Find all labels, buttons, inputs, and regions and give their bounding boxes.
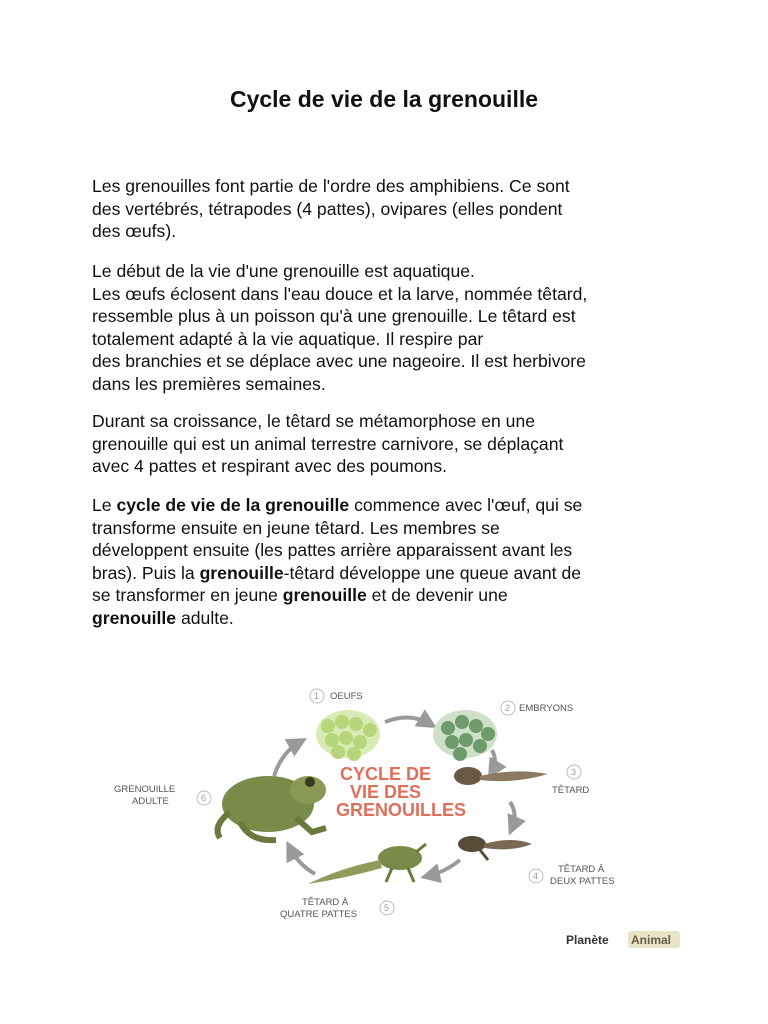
text-line: transforme ensuite en jeune têtard. Les membres se (92, 517, 500, 538)
tadpole-two-legs-illustration (458, 836, 532, 860)
text-line: grenouille qui est un animal terrestre carnivore, se déplaçant (92, 433, 564, 454)
text-run: commence avec l'œuf, qui se (349, 495, 583, 515)
bold-text: grenouille (282, 585, 367, 605)
adult-frog-illustration (218, 776, 326, 840)
text-line: Les grenouilles font partie de l'ordre des amphibiens. Ce sont (92, 176, 570, 196)
embryos-illustration (433, 710, 497, 761)
paragraph-aquatic (92, 260, 692, 395)
diagram-title-line: VIE DES (350, 782, 422, 802)
stage-label-tetard-deux-pattes: DEUX PATTES (550, 876, 615, 887)
text-run: adulte. (176, 607, 234, 628)
eggs-illustration (316, 710, 380, 761)
stage-label-grenouille-adulte: ADULTE (132, 796, 169, 807)
cycle-arrow (385, 717, 430, 724)
stage-number: 4 (533, 871, 539, 881)
stage-label-embryons: EMBRYONS (519, 703, 574, 714)
stage-label-grenouille-adulte: GRENOUILLE (114, 784, 176, 795)
text-run: -têtard développe une queue avant de (283, 562, 582, 583)
stage-label-tetard: TÊTARD (552, 785, 590, 796)
stage-label-tetard-deux-pattes: TÊTARD À (558, 864, 605, 875)
text-line: ressemble plus à un poisson qu'à une grenouille. Le têtard est (92, 306, 576, 326)
text-line: des œufs). (92, 221, 177, 241)
cycle-arrow (274, 742, 300, 776)
diagram-title-line: GRENOUILLES (336, 800, 467, 820)
cycle-arrow (492, 750, 495, 772)
life-cycle-diagram (100, 672, 690, 964)
text-run: et de devenir une (366, 585, 508, 605)
paragraph-intro (92, 175, 692, 243)
planete-animal-logo (566, 931, 680, 948)
cycle-arrow (510, 802, 515, 828)
stage-number: 1 (314, 691, 320, 701)
bold-text: cycle de vie de la grenouille (116, 495, 350, 515)
stage-label-oeufs: OEUFS (330, 691, 363, 702)
stage-label-tetard-quatre-pattes: TÊTARD À (302, 897, 349, 908)
stage-number: 3 (571, 767, 577, 777)
paragraph-metamorphosis (92, 410, 692, 478)
text-line: Le début de la vie d'une grenouille est aquatique. (92, 261, 475, 281)
text-line: Durant sa croissance, le têtard se métamorphose en une (92, 411, 536, 431)
text-run: se transformer en jeune (92, 585, 283, 605)
cycle-arrow (428, 860, 460, 876)
text-line: des vertébrés, tétrapodes (4 pattes), ovipares (elles pondent (92, 198, 563, 219)
text-line: dans les premières semaines. (92, 373, 326, 394)
cycle-arrow (290, 848, 315, 874)
stage-number: 5 (384, 903, 390, 913)
text-line: avec 4 pattes et respirant avec des poumons. (92, 456, 448, 476)
tadpole-four-legs-illustration (308, 844, 426, 884)
page-title: Cycle de vie de la grenouille (229, 86, 539, 112)
stage-number: 2 (505, 703, 511, 713)
text-line: Les œufs éclosent dans l'eau douce et la larve, nommée têtard, (92, 283, 588, 304)
text-run: Le (92, 495, 117, 515)
stage-number: 6 (201, 793, 207, 803)
text-run: bras). Puis la (92, 562, 200, 583)
diagram-title-line: CYCLE DE (340, 764, 432, 784)
text-line: totalement adapté à la vie aquatique. Il respire par (92, 328, 484, 349)
tadpole-illustration (454, 767, 548, 785)
svg-text:Animal: Animal (631, 933, 672, 947)
paragraph-cycle (92, 494, 692, 629)
stage-label-tetard-quatre-pattes: QUATRE PATTES (280, 909, 358, 920)
text-line: des branchies et se déplace avec une nageoire. Il est herbivore (92, 351, 586, 371)
text-line: développent ensuite (les pattes arrière apparaissent avant les (92, 540, 573, 560)
bold-text: grenouille (199, 562, 284, 583)
svg-text:Planète: Planète (566, 933, 609, 947)
bold-text: grenouille (92, 607, 177, 628)
